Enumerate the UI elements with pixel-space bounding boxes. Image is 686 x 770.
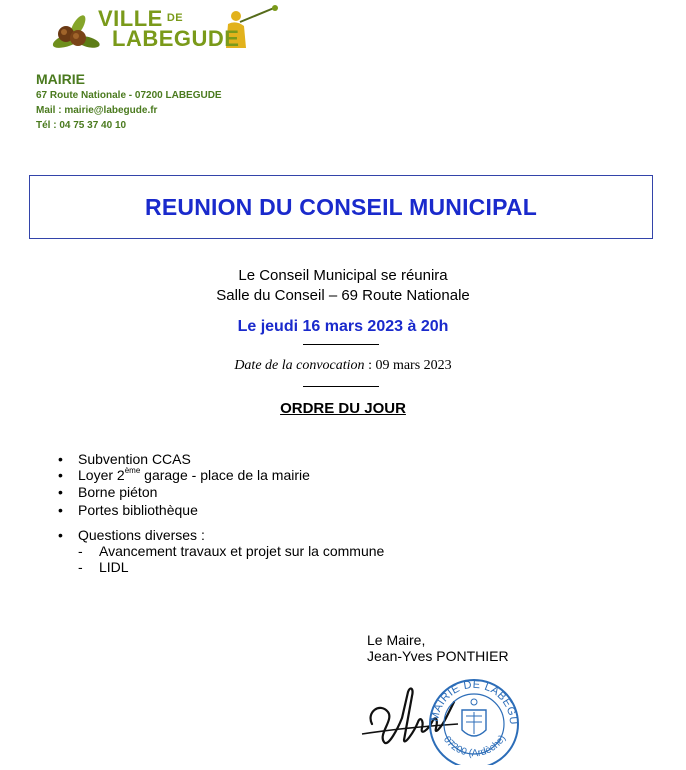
mairie-stamp xyxy=(358,672,519,765)
mairie-phone: Tél : 04 75 37 40 10 xyxy=(36,120,127,131)
dash-icon: - xyxy=(78,559,83,575)
signatory-name: Jean-Yves PONTHIER xyxy=(367,648,509,664)
dash-icon: - xyxy=(78,543,83,559)
bullet-icon: • xyxy=(58,484,63,500)
agenda-item: Borne piéton xyxy=(78,484,158,500)
bullet-icon: • xyxy=(58,451,63,467)
svg-text:07200 (Ardèche) xyxy=(441,733,508,759)
intro-line-2: Salle du Conseil – 69 Route Nationale xyxy=(216,287,470,304)
agenda-item: Portes bibliothèque xyxy=(78,502,198,518)
bullet-icon: • xyxy=(58,527,63,543)
bullet-icon: • xyxy=(58,467,63,483)
handwritten-signature xyxy=(358,672,538,765)
convocation-label: Date de la convocation xyxy=(234,358,365,373)
logo-ville: VILLE xyxy=(98,6,163,31)
agenda-item: Questions diverses : xyxy=(78,527,205,543)
divider xyxy=(303,344,379,345)
agenda-item-superscript: ème xyxy=(124,466,141,475)
agenda-item-text-rest: garage - place de la mairie xyxy=(140,467,310,483)
stamp-bottom-text: 07200 (Ardèche) xyxy=(440,733,509,760)
document-title: REUNION DU CONSEIL MUNICIPAL xyxy=(145,193,537,220)
mairie-title: MAIRIE xyxy=(36,71,85,87)
meeting-date: Le jeudi 16 mars 2023 à 20h xyxy=(237,318,449,335)
logo-line-2: LABEGUDE xyxy=(112,26,240,51)
agenda-item-text: Loyer 2 xyxy=(78,467,125,483)
agenda-sub-item: LIDL xyxy=(99,559,129,575)
divider xyxy=(303,386,379,387)
document-title-box xyxy=(29,175,653,239)
agenda-sub-item: Avancement travaux et projet sur la commune xyxy=(99,543,385,559)
agenda-title: ORDRE DU JOUR xyxy=(280,400,406,417)
stamp-top-text: MAIRIE DE LABEGU xyxy=(428,678,520,726)
svg-text:MAIRIE DE LABEGUDE xyxy=(358,672,519,725)
mairie-mail: Mail : mairie@labegude.fr xyxy=(36,105,158,116)
agenda-item: Subvention CCAS xyxy=(78,451,191,467)
bullet-icon: • xyxy=(58,502,63,518)
agenda-item xyxy=(78,467,310,483)
convocation-date: : 09 mars 2023 xyxy=(364,358,452,373)
signature-and-stamp xyxy=(358,672,538,765)
mairie-address: 67 Route Nationale - 07200 LABEGUDE xyxy=(36,90,222,101)
logo-de: DE xyxy=(166,12,184,24)
intro-line-1: Le Conseil Municipal se réunira xyxy=(238,267,448,284)
signatory-role: Le Maire, xyxy=(367,632,426,648)
convocation-date-line xyxy=(0,358,686,374)
